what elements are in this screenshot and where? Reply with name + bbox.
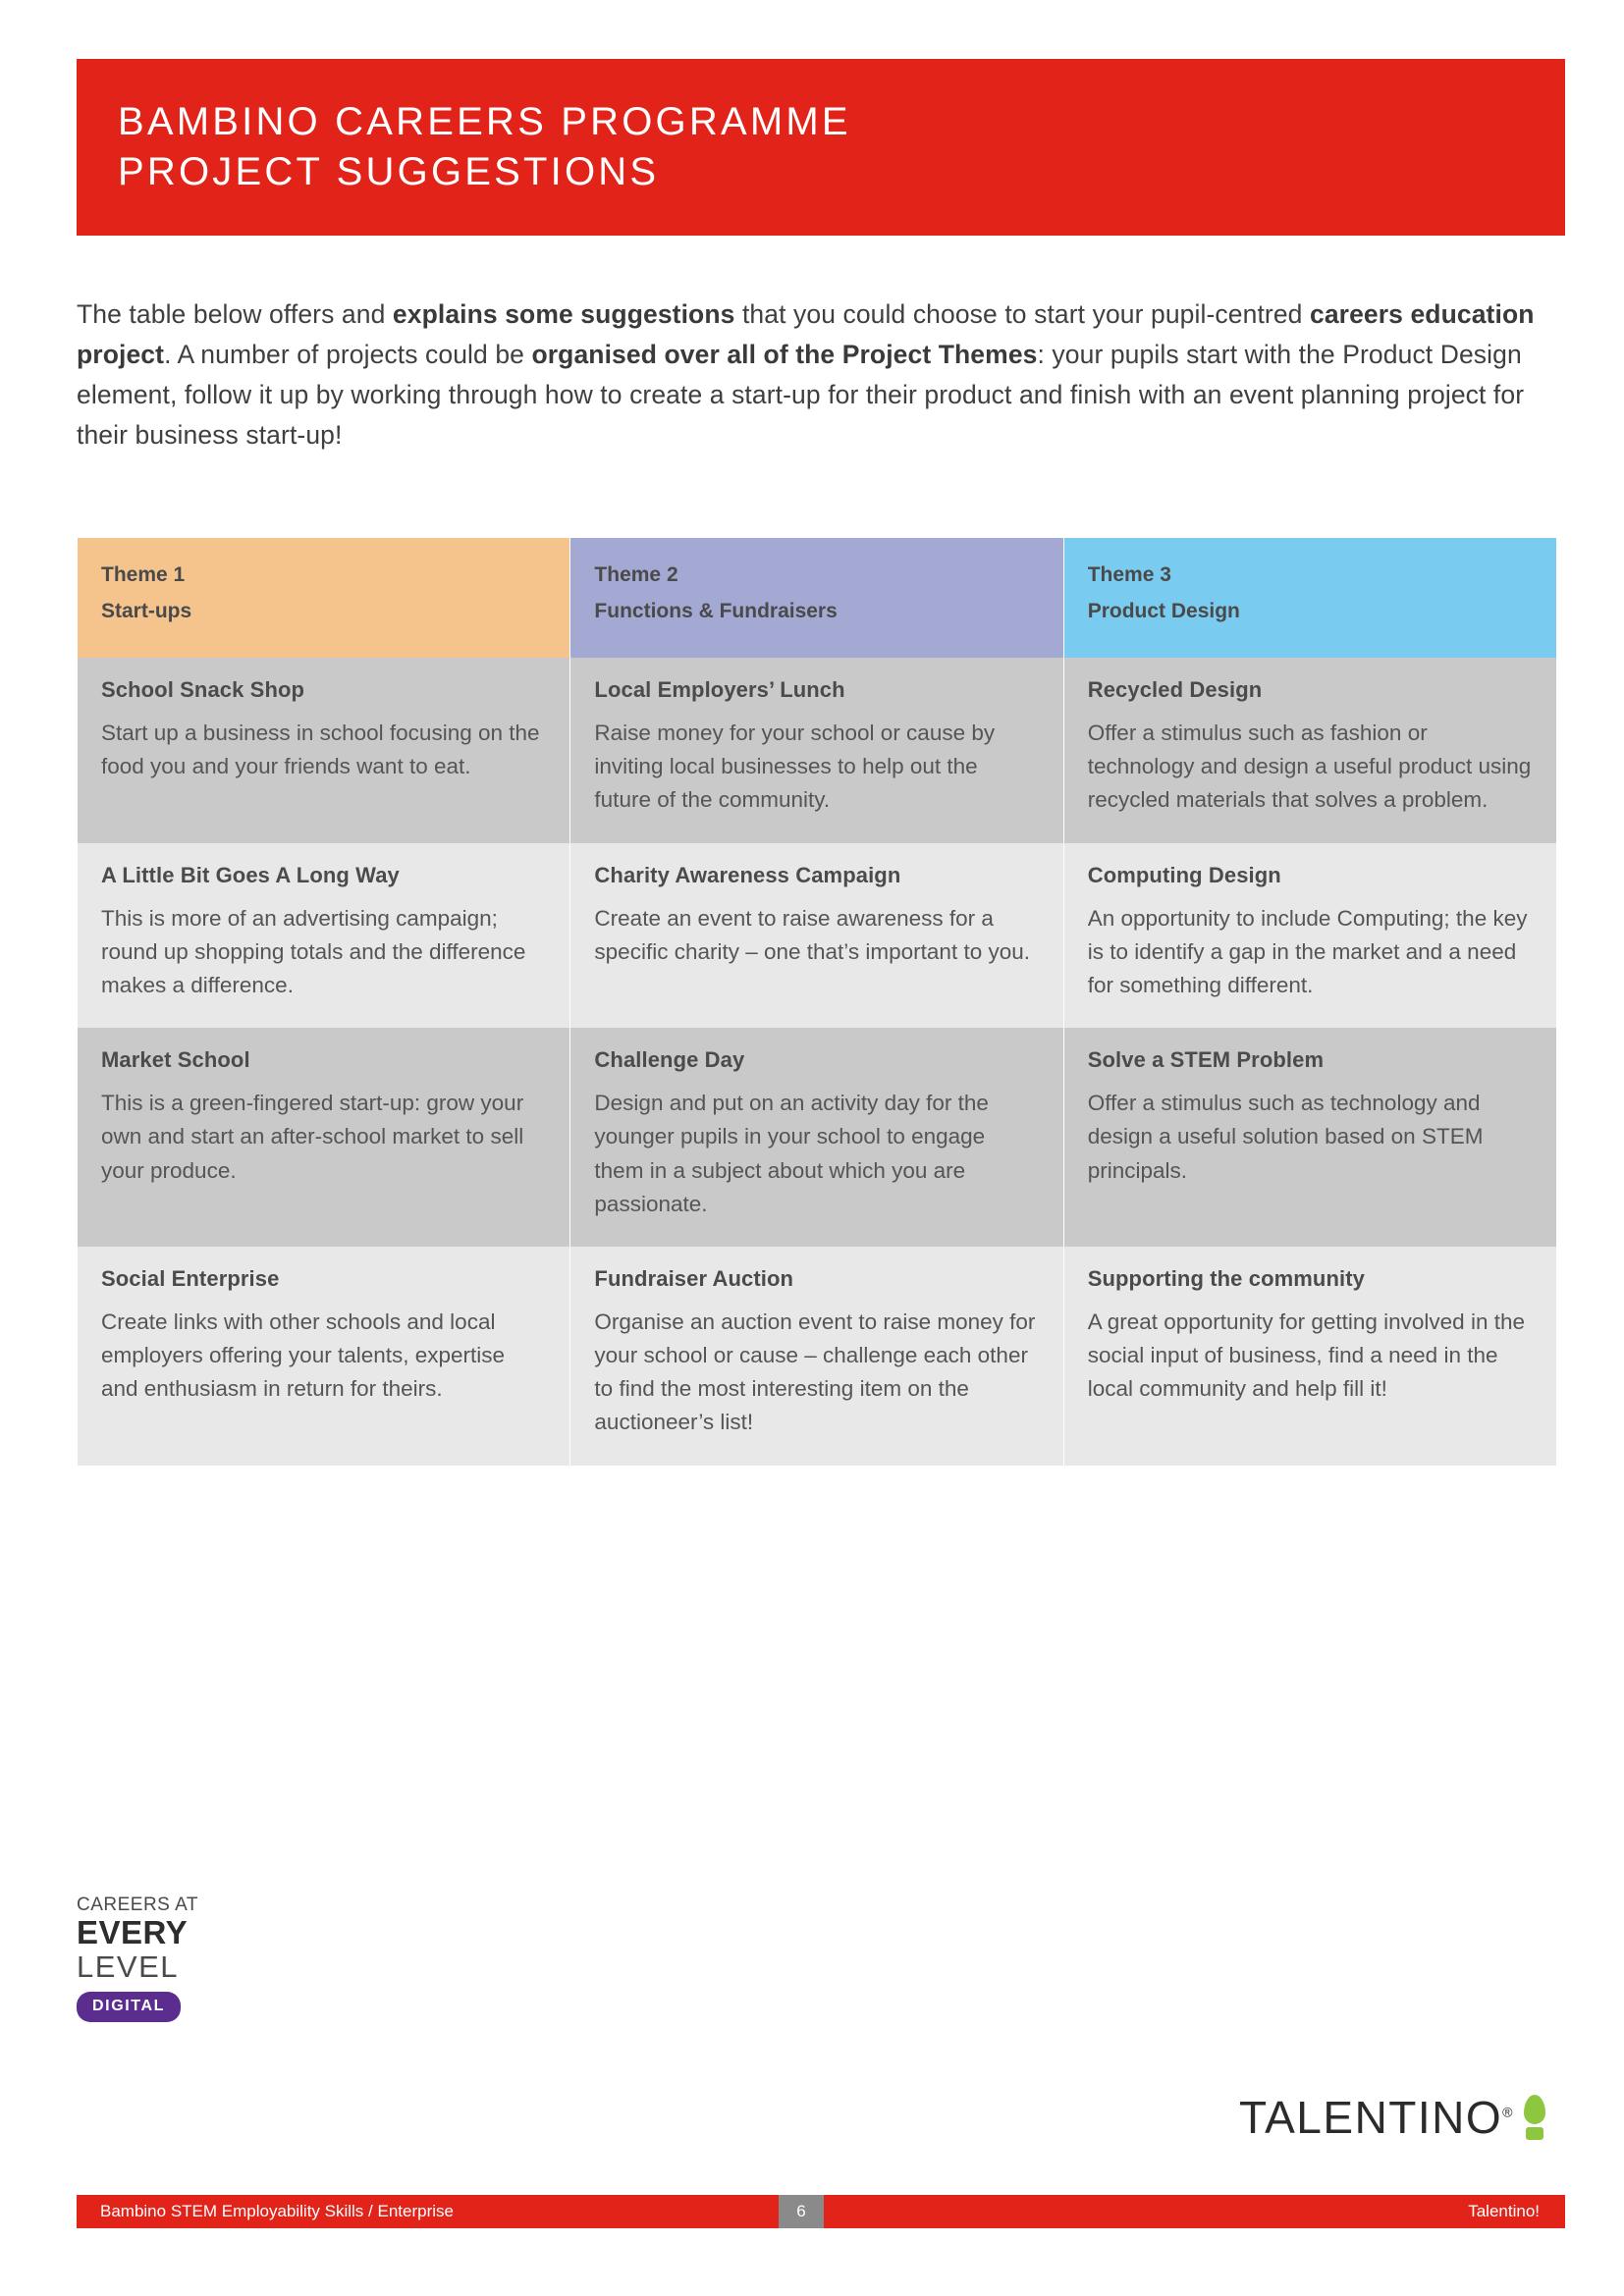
cell-body: This is more of an advertising campaign; round up shopping totals and the difference makes a difference.	[101, 905, 526, 997]
cell-title: Solve a STEM Problem	[1087, 1047, 1325, 1073]
table-cell	[570, 1247, 1063, 1466]
theme-3-name: Product Design	[1087, 599, 1240, 622]
header-title-line-1: BAMBINO CAREERS PROGRAMME	[118, 99, 851, 143]
footer-right-label: Talentino!	[824, 2195, 1565, 2228]
logo-line-every: EVERY	[77, 1914, 189, 1950]
intro-paragraph	[77, 294, 1559, 455]
cell-title: Supporting the community	[1087, 1265, 1365, 1291]
footer-page-number: 6	[779, 2195, 824, 2228]
dot-shape	[1526, 2127, 1543, 2140]
theme-1-name: Start-ups	[101, 599, 192, 622]
cell-title: Computing Design	[1087, 862, 1281, 887]
table-cell	[78, 1028, 570, 1247]
cell-title: Market School	[101, 1047, 250, 1073]
table-cell	[570, 1028, 1063, 1247]
page-header-banner	[77, 59, 1565, 236]
table-row	[78, 1247, 1557, 1466]
table-cell	[78, 1247, 570, 1466]
table-row	[78, 658, 1557, 843]
intro-text-4: : your pupils start with the Product Design element, follow it up by working through how to create a start-up for their product and finish with an event planning project for their business start-up!	[77, 340, 1525, 451]
intro-text-3: . A number of projects could be	[164, 340, 532, 370]
header-title-line-2: PROJECT SUGGESTIONS	[118, 150, 660, 193]
logo-line-careers-at: CAREERS AT	[77, 1895, 198, 1915]
cell-body: Offer a stimulus such as fashion or technology and design a useful product using recycled materials that solves a problem.	[1087, 721, 1532, 813]
cell-body: A great opportunity for getting involved in the social input of business, find a need in the local community and help fill it!	[1087, 1308, 1525, 1402]
registered-trademark-icon: ®	[1502, 2104, 1514, 2120]
cell-title: Charity Awareness Campaign	[594, 862, 901, 887]
cell-title: School Snack Shop	[101, 677, 305, 702]
cell-title: A Little Bit Goes A Long Way	[101, 862, 400, 887]
intro-bold-2: careers education project	[77, 299, 1535, 370]
intro-bold-1: explains some suggestions	[392, 299, 735, 329]
cell-body: This is a green-fingered start-up: grow your own and start an after-school market to sell your produce.	[101, 1091, 524, 1183]
theme-1-number: Theme 1	[101, 563, 186, 586]
cell-body: Organise an auction event to raise money for your school or cause – challenge each other to find the most interesting item on the auctioneer’s list!	[594, 1308, 1036, 1435]
cell-body: Create an event to raise awareness for a specific charity – one that’s important to you.	[594, 905, 1030, 964]
footer-left-label: Bambino STEM Employability Skills / Enterprise	[77, 2195, 779, 2228]
talentino-text: TALENTINO	[1238, 2092, 1503, 2143]
cell-body: Offer a stimulus such as technology and design a useful solution based on STEM principals.	[1087, 1091, 1484, 1183]
table-cell	[570, 658, 1063, 843]
cell-title: Challenge Day	[594, 1047, 745, 1073]
table-cell	[1063, 843, 1556, 1029]
cell-title: Local Employers’ Lunch	[594, 677, 845, 702]
table-row	[78, 1028, 1557, 1247]
drop-shape	[1524, 2095, 1545, 2124]
digital-badge: DIGITAL	[77, 1992, 181, 2022]
cell-title: Social Enterprise	[101, 1265, 280, 1291]
table-cell	[78, 843, 570, 1029]
cell-body: Design and put on an activity day for the younger pupils in your school to engage them in a subject about which you are passionate.	[594, 1091, 989, 1216]
intro-text-1: The table below offers and	[77, 299, 393, 329]
table-header-theme-2	[570, 538, 1063, 658]
project-suggestions-table	[77, 538, 1557, 1466]
table-cell	[1063, 1247, 1556, 1466]
talentino-exclamation-icon	[1524, 2095, 1545, 2140]
table-cell	[1063, 658, 1556, 843]
talentino-logo	[1239, 2091, 1545, 2144]
table-header-theme-3	[1063, 538, 1556, 658]
cell-body: An opportunity to include Computing; the key is to identify a gap in the market and a need for something different.	[1087, 905, 1528, 997]
intro-text-2: that you could choose to start your pupil-centred	[734, 299, 1310, 329]
theme-2-name: Functions & Fundraisers	[594, 599, 838, 622]
table-header-theme-1	[78, 538, 570, 658]
table-cell	[570, 843, 1063, 1029]
page-footer	[77, 2195, 1565, 2228]
cell-body: Raise money for your school or cause by inviting local businesses to help out the future of the community.	[594, 721, 996, 813]
theme-3-number: Theme 3	[1087, 563, 1171, 586]
careers-at-every-level-logo	[77, 1895, 214, 2022]
table-cell	[1063, 1028, 1556, 1247]
cell-title: Recycled Design	[1087, 677, 1263, 702]
cell-title: Fundraiser Auction	[594, 1265, 794, 1291]
intro-bold-3: organised over all of the Project Themes	[531, 340, 1038, 370]
cell-body: Create links with other schools and local employers offering your talents, expertise and enthusiasm in return for theirs.	[101, 1308, 506, 1402]
table-header-row	[78, 538, 1557, 658]
table-row	[78, 843, 1557, 1029]
talentino-wordmark	[1239, 2091, 1514, 2144]
table-cell	[78, 658, 570, 843]
theme-2-number: Theme 2	[594, 563, 678, 586]
logo-line-level: LEVEL	[77, 1949, 180, 1984]
cell-body: Start up a business in school focusing on the food you and your friends want to eat.	[101, 721, 540, 779]
